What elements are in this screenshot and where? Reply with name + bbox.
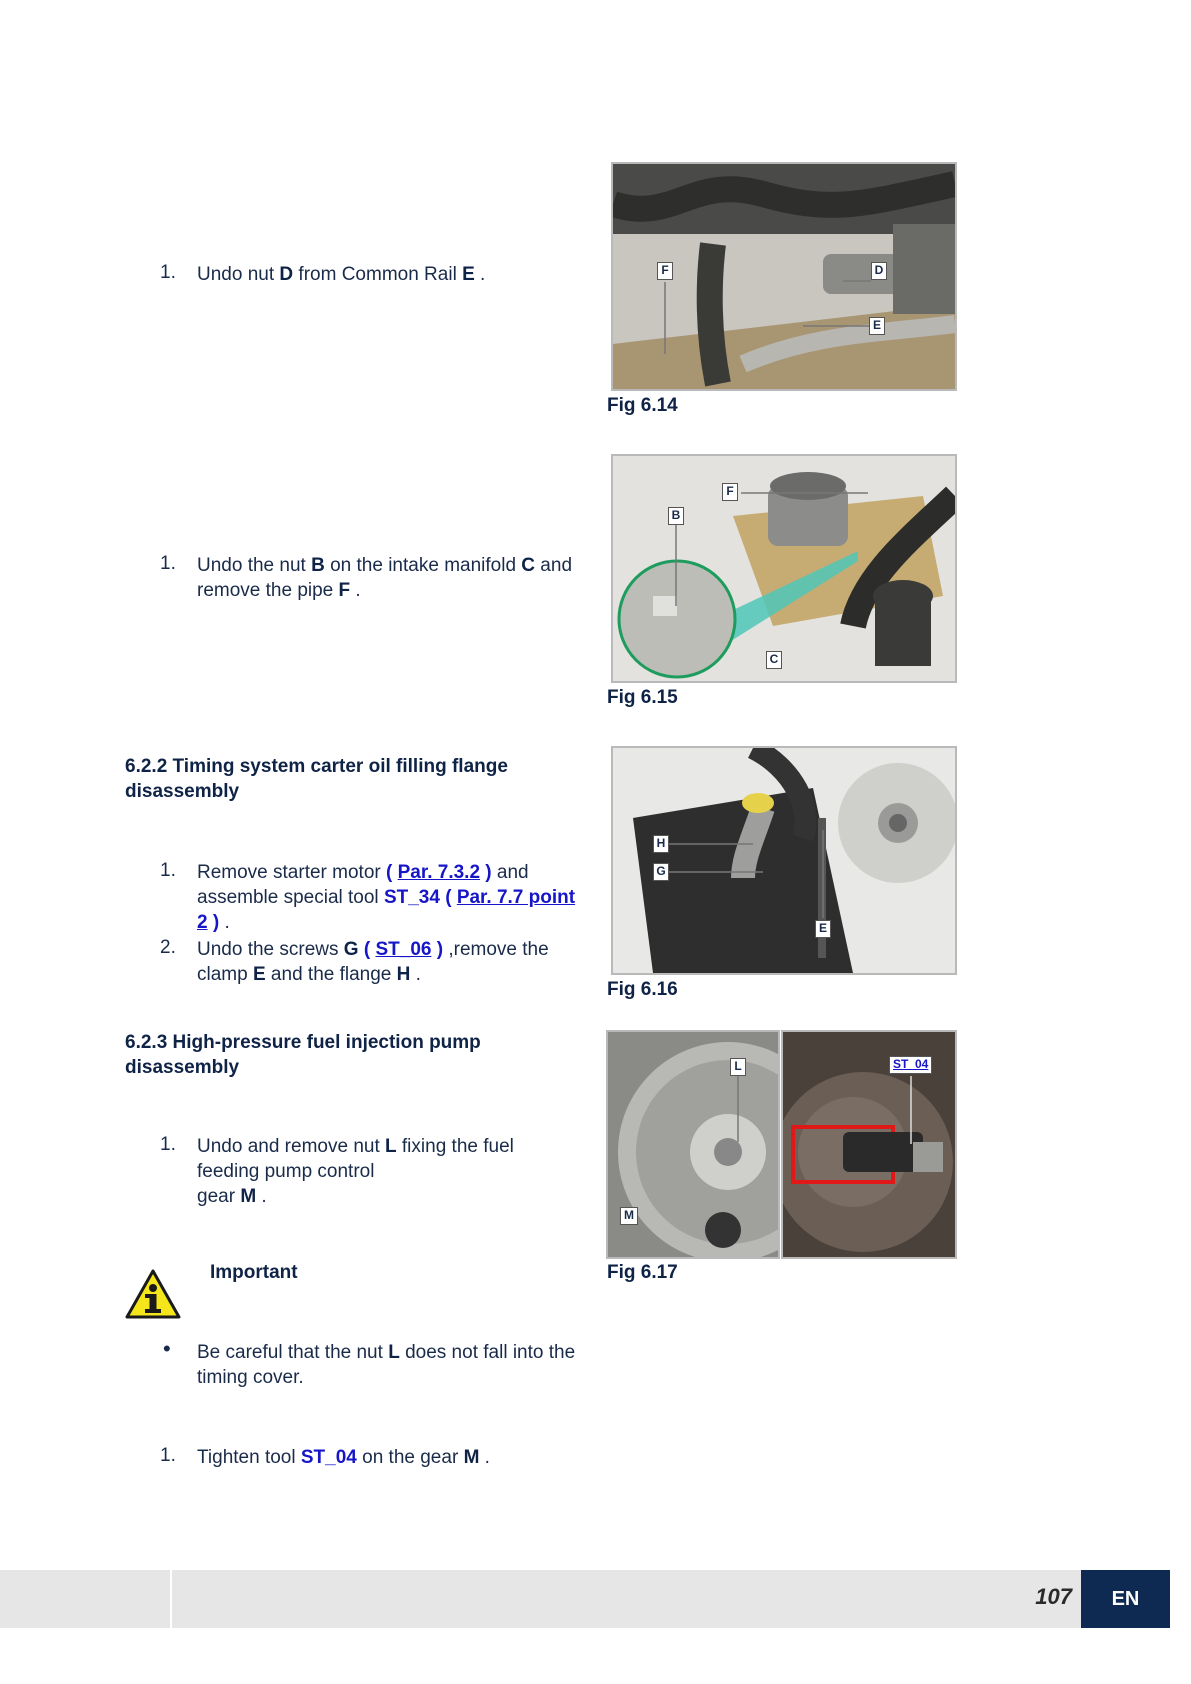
step-text: Undo nut D from Common Rail E .: [197, 264, 486, 285]
callout-label: M: [620, 1207, 638, 1225]
figure-6-16-image: [611, 746, 957, 975]
callout-label: G: [653, 863, 669, 881]
figure-6-14-image: [611, 162, 957, 391]
page-number: 107: [1035, 1584, 1072, 1609]
step-undo-nut-d: [160, 262, 580, 287]
step-text: Undo and remove nut L fixing the fuel feeding pump control gear M .: [197, 1136, 514, 1207]
step-number: 1.: [160, 1134, 176, 1155]
callout-label: F: [722, 483, 738, 501]
step-text: Undo the nut B on the intake manifold C and remove the pipe F .: [197, 555, 573, 601]
language-badge: EN: [1081, 1570, 1170, 1628]
bullet-dot: •: [163, 1336, 171, 1361]
section-heading-6-2-3: 6.2.3 High-pressure fuel injection pump disassembly: [125, 1032, 481, 1078]
warning-bullet: [160, 1336, 580, 1390]
step-text: Undo the screws G ( ST_06 ) ,remove the clamp E and the flange H .: [197, 939, 549, 985]
bullet-text: Be careful that the nut L does not fall into the timing cover.: [197, 1342, 576, 1388]
callout-label: C: [766, 651, 782, 669]
step-remove-starter-motor: [160, 860, 580, 935]
callout-label: H: [653, 835, 669, 853]
step-number: 1.: [160, 1445, 176, 1466]
step-undo-nut-b: [160, 553, 580, 603]
callout-label: F: [657, 262, 673, 280]
callout-label: E: [815, 920, 831, 938]
step-number: 1.: [160, 553, 176, 574]
section-heading-6-2-2: 6.2.2 Timing system carter oil filling flange disassembly: [125, 756, 508, 802]
step-tighten-tool: [160, 1445, 580, 1470]
link-par-7-3-2[interactable]: Par. 7.3.2: [397, 862, 481, 883]
figure-caption: Fig 6.16: [607, 979, 678, 1000]
figure-6-17-right-image: [781, 1030, 957, 1259]
step-number: 1.: [160, 860, 176, 881]
warning-title: Important: [210, 1262, 298, 1283]
figure-caption: Fig 6.15: [607, 687, 678, 708]
figure-caption: Fig 6.14: [607, 395, 678, 416]
step-text: Remove starter motor ( Par. 7.3.2 ) and assemble special tool ST_34 ( Par. 7.7 point 2 ) .: [197, 862, 576, 933]
link-par-7-7-point-2[interactable]: Par. 7.7 point 2: [197, 887, 576, 933]
callout-label: D: [871, 262, 887, 280]
step-text: Tighten tool ST_04 on the gear M .: [197, 1447, 490, 1468]
callout-tool-label: ST_04: [889, 1056, 932, 1074]
warning-info-icon: [124, 1268, 182, 1320]
callout-label: E: [869, 317, 885, 335]
callout-label: B: [668, 507, 684, 525]
callout-label: L: [730, 1058, 746, 1076]
step-number: 2.: [160, 937, 176, 958]
figure-6-17-left-image: [606, 1030, 780, 1259]
figure-6-15-image: [611, 454, 957, 683]
step-undo-nut-l: [160, 1134, 560, 1209]
step-number: 1.: [160, 262, 176, 283]
figure-caption: Fig 6.17: [607, 1262, 678, 1283]
footer-bar: [0, 1570, 1081, 1628]
step-undo-screws-g: [160, 937, 580, 987]
footer-divider: [170, 1570, 172, 1628]
link-st-06[interactable]: ST_06: [375, 939, 432, 960]
